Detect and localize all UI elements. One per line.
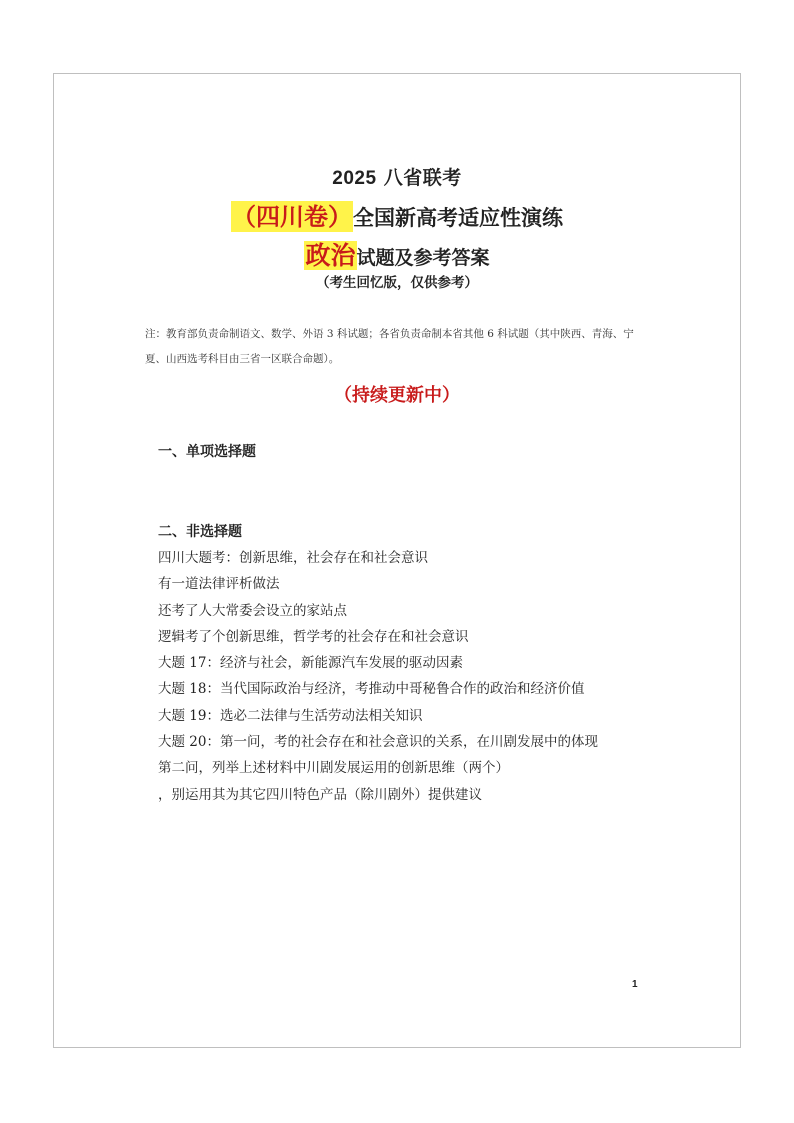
footnote-line-2: 夏、山西选考科目由三省一区联合命题）。 xyxy=(145,353,340,365)
volume-highlight: （四川卷） xyxy=(232,202,352,231)
footnote-line-1: 注：教育部负责命制语文、数学、外语 3 科试题；各省负责命制本省其他 6 科试题（其中陕西、青海、宁 xyxy=(145,328,634,340)
doc-subject xyxy=(0,236,794,272)
content-line: 第二问，列举上述材料中川剧发展运用的创新思维（两个） xyxy=(158,760,509,777)
content-line: 大题 18：当代国际政治与经济，考推动中哥秘鲁合作的政治和经济价值 xyxy=(158,681,585,698)
title-year: 2025 xyxy=(332,168,377,189)
content-line: ，别运用其为其它四川特色产品（除川剧外）提供建议 xyxy=(158,786,482,803)
update-status: （持续更新中） xyxy=(334,385,460,406)
content-line: 大题 19：选必二法律与生活劳动法相关知识 xyxy=(158,707,423,724)
subtitle-text: 全国新高考适应性演练 xyxy=(353,205,563,230)
page-number: 1 xyxy=(632,979,638,990)
version-note: （考生回忆版，仅供参考） xyxy=(316,275,478,291)
footnote xyxy=(145,322,645,372)
section-title-choice: 一、单项选择题 xyxy=(158,444,256,460)
content-line: 大题 17：经济与社会，新能源汽车发展的驱动因素 xyxy=(158,655,463,672)
content-line: 四川大题考：创新思维，社会存在和社会意识 xyxy=(158,550,428,566)
subject-text: 试题及参考答案 xyxy=(356,247,490,269)
content-line: 还考了人大常委会设立的家站点 xyxy=(158,602,347,619)
doc-subtitle xyxy=(0,197,794,232)
section-title-nonchoice: 二、非选择题 xyxy=(158,524,242,540)
nonchoice-content xyxy=(158,545,598,808)
title-text: 八省联考 xyxy=(383,167,462,189)
doc-title xyxy=(0,163,794,190)
content-line: 逻辑考了个创新思维，哲学考的社会存在和社会意识 xyxy=(158,628,469,645)
subject-highlight: 政治 xyxy=(305,241,356,270)
content-line: 有一道法律评析做法 xyxy=(158,576,280,593)
content-line: 大题 20：第一问，考的社会存在和社会意识的关系，在川剧发展中的体现 xyxy=(158,734,598,751)
